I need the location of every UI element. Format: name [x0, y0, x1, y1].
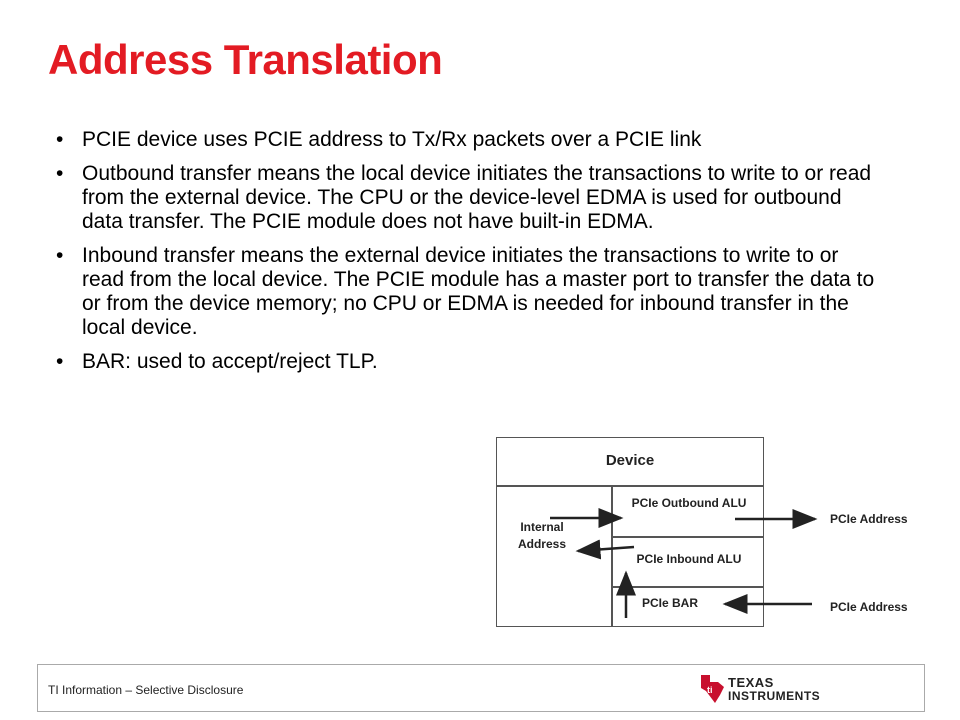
outbound-alu-label: PCIe Outbound ALU — [631, 496, 747, 510]
bullet-dot: • — [56, 162, 64, 185]
svg-text:ti: ti — [707, 685, 713, 695]
footer-disclosure: TI Information – Selective Disclosure — [48, 683, 244, 697]
bullet-text: Inbound transfer means the external device initiates the transactions to write to or read from the local device. The PCIE module has a master port to transfer the data to or from the device memory; no CPU or EDMA is needed for inbound transfer in the local device. — [82, 244, 875, 339]
pcie-address-in-label: PCIe Address — [830, 600, 908, 614]
texas-state-icon — [698, 673, 726, 705]
logo-line1: TEXAS — [728, 675, 774, 690]
device-label: Device — [605, 452, 655, 469]
bullet-text: PCIE device uses PCIE address to Tx/Rx packets over a PCIE link — [82, 128, 702, 151]
bullet-dot: • — [56, 244, 64, 267]
bar-label: PCIe BAR — [641, 596, 698, 610]
pcie-address-out-label: PCIe Address — [830, 512, 908, 526]
bullet-dot: • — [56, 128, 64, 151]
arrow-inbound-to-internal — [578, 547, 634, 551]
footer — [37, 664, 925, 712]
slide-title: Address Translation — [48, 36, 443, 83]
bullet-text: Outbound transfer means the local device initiates the transactions to write to or read from the external device. The CPU or the device-level EDMA is used for outbound data transfer. The PCIE module does not have built-in EDMA. — [82, 162, 872, 233]
logo-line2: INSTRUMENTS — [728, 689, 821, 703]
inbound-alu-label: PCIe Inbound ALU — [636, 552, 742, 566]
ti-logo — [698, 673, 918, 705]
bullet-dot: • — [56, 350, 64, 373]
bullet-text: BAR: used to accept/reject TLP. — [82, 350, 378, 373]
internal-address-label: Internal Address — [517, 520, 567, 551]
